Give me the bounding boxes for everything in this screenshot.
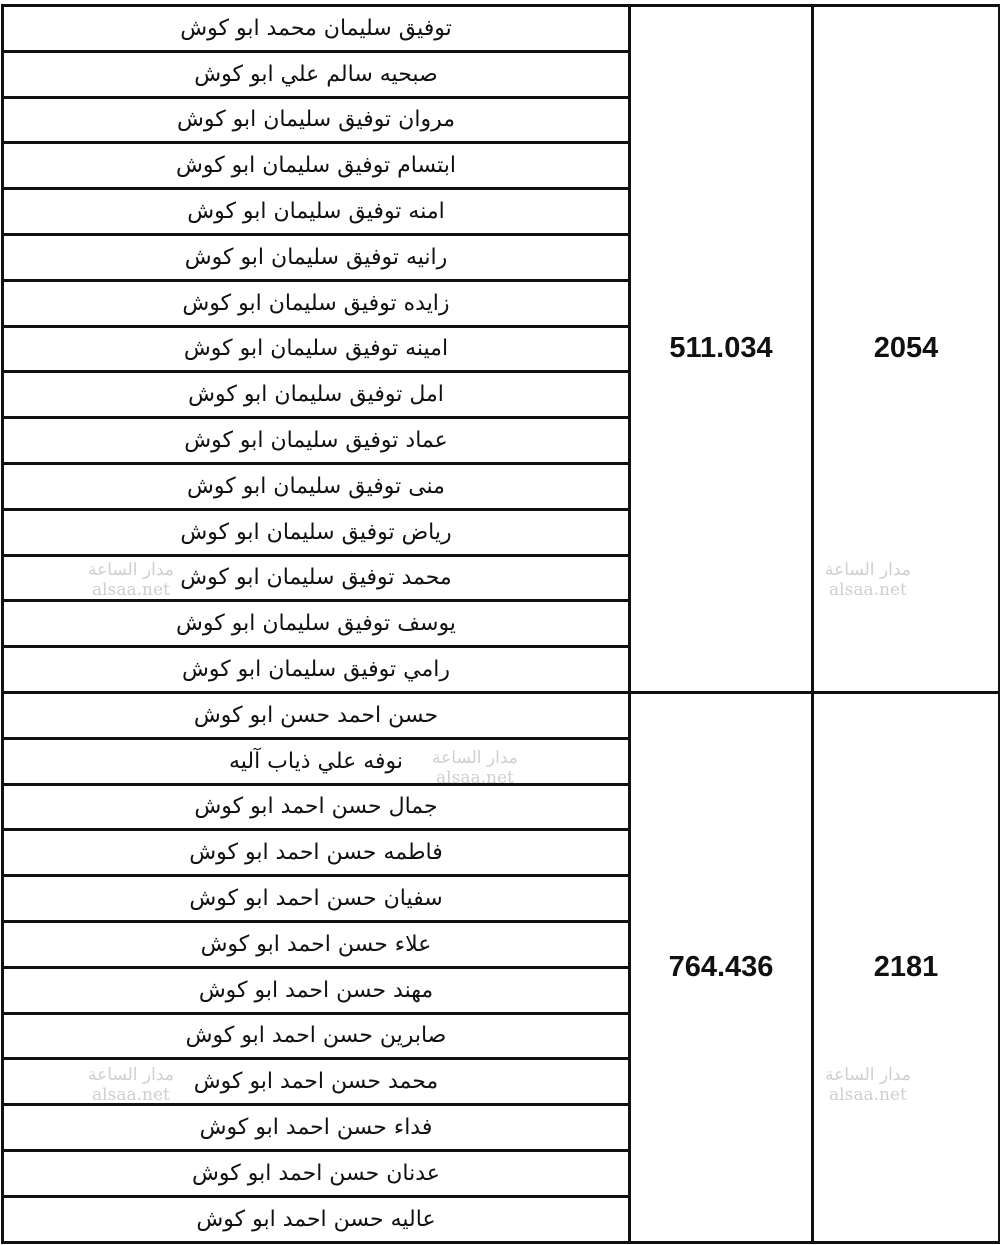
watermark-arabic: مدار الساعة [825,1065,911,1085]
person-name-cell: رامي توفيق سليمان ابو كوش [3,647,630,693]
person-name-cell: علاء حسن احمد ابو كوش [3,921,630,967]
person-name-cell: مهند حسن احمد ابو كوش [3,967,630,1013]
watermark-latin: alsaa.net [92,1085,170,1105]
table-row [3,6,1000,52]
share-value-cell: 764.436 [630,692,813,1242]
person-name-cell: يوسف توفيق سليمان ابو كوش [3,601,630,647]
person-name-cell: سفيان حسن احمد ابو كوش [3,876,630,922]
person-name-cell: محمد توفيق سليمان ابو كوش [3,555,630,601]
person-name-cell: منى توفيق سليمان ابو كوش [3,463,630,509]
watermark-arabic: مدار الساعة [825,560,911,580]
person-name-cell: رياض توفيق سليمان ابو كوش [3,509,630,555]
watermark-latin: alsaa.net [829,580,907,600]
watermark-latin: alsaa.net [92,580,170,600]
watermark-arabic: مدار الساعة [432,748,518,768]
person-name-cell: عاليه حسن احمد ابو كوش [3,1196,630,1242]
person-name-cell: عماد توفيق سليمان ابو كوش [3,418,630,464]
person-name-cell: امنه توفيق سليمان ابو كوش [3,189,630,235]
plot-number-cell: 2181 [813,692,1000,1242]
person-name-cell: رانيه توفيق سليمان ابو كوش [3,234,630,280]
watermark-latin: alsaa.net [829,1085,907,1105]
watermark-latin: alsaa.net [436,768,514,788]
share-value-cell: 511.034 [630,6,813,693]
person-name-cell: مروان توفيق سليمان ابو كوش [3,97,630,143]
person-name-cell: امينه توفيق سليمان ابو كوش [3,326,630,372]
person-name-cell: صابرين حسن احمد ابو كوش [3,1013,630,1059]
person-name-cell: توفيق سليمان محمد ابو كوش [3,6,630,52]
person-name-cell: زايده توفيق سليمان ابو كوش [3,280,630,326]
table-row [3,692,1000,738]
person-name-cell: نوفه علي ذياب آليه [3,738,630,784]
person-name-cell: امل توفيق سليمان ابو كوش [3,372,630,418]
person-name-cell: حسن احمد حسن ابو كوش [3,692,630,738]
watermark-arabic: مدار الساعة [88,1065,174,1085]
person-name-cell: محمد حسن احمد ابو كوش [3,1059,630,1105]
person-name-cell: فداء حسن احمد ابو كوش [3,1105,630,1151]
person-name-cell: ابتسام توفيق سليمان ابو كوش [3,143,630,189]
person-name-cell: عدنان حسن احمد ابو كوش [3,1150,630,1196]
person-name-cell: صبحيه سالم علي ابو كوش [3,51,630,97]
plot-number-cell: 2054 [813,6,1000,693]
person-name-cell: فاطمه حسن احمد ابو كوش [3,830,630,876]
names-table [1,4,1000,1244]
person-name-cell: جمال حسن احمد ابو كوش [3,784,630,830]
watermark-arabic: مدار الساعة [88,560,174,580]
